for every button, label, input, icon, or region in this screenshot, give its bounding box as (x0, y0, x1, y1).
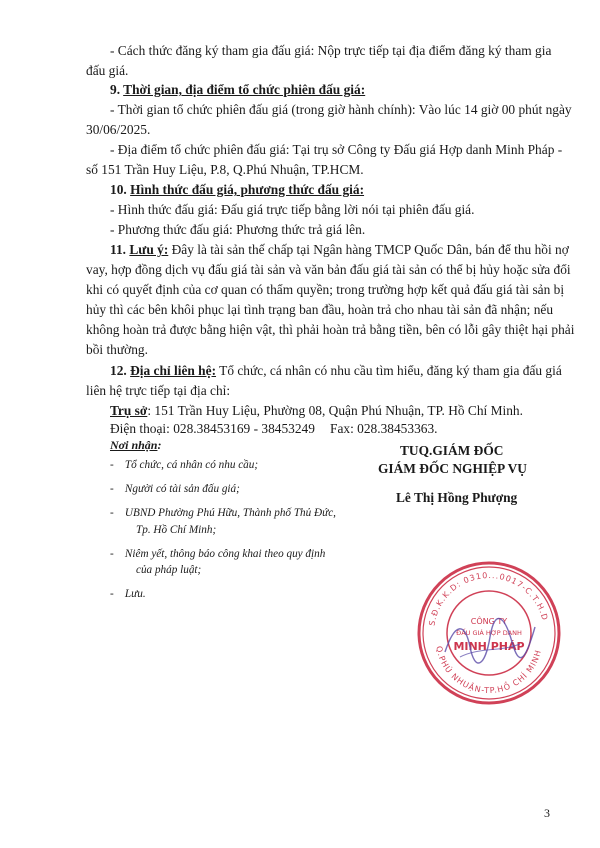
seal-center-1: CÔNG TY (470, 617, 508, 626)
line-auction-time: - Thời gian tổ chức phiên đấu giá (trong giờ hành chính): Vào lúc 14 giờ 00 phút ngày (110, 102, 572, 117)
recipient-text: UBND Phường Phú Hữu, Thành phố Thủ Đức, (124, 507, 336, 519)
section-10-number: 10. (110, 182, 127, 197)
section-9-title: Thời gian, địa điểm tổ chức phiên đấu giá: (123, 82, 366, 97)
recipient-item: - Niêm yết, thông báo công khai theo quy định (110, 548, 326, 560)
recipient-item: - Người có tài sản đấu giá; (110, 483, 240, 495)
section-11-number: 11. (110, 242, 126, 257)
section-10-title: Hình thức đấu giá, phương thức đấu giá: (130, 182, 365, 197)
line-auction-address: số 151 Trần Huy Liệu, P.8, Q.Phú Nhuận, TP.HCM. (86, 162, 364, 177)
recipient-item-cont: Tp. Hồ Chí Minh; (136, 524, 217, 536)
heading-section-11 (110, 240, 569, 260)
line-note-1: vay, hợp đồng dịch vụ đấu giá tài sản và văn bản đấu giá tài sản có thể bị hủy hoặc sửa đổi (86, 262, 571, 277)
line-auction-date: 30/06/2025. (86, 122, 151, 137)
recipient-text: Lưu. (124, 588, 146, 600)
line-registration-method: - Cách thức đăng ký tham gia đấu giá: Nộp trực tiếp tại địa điểm đăng ký tham gia (110, 43, 552, 58)
signer-title-2: GIÁM ĐỐC NGHIỆP VỤ (378, 461, 527, 476)
seal-center-3: MINH PHÁP (453, 640, 525, 653)
address-value: : 151 Trần Huy Liệu, Phường 08, Quận Phú Nhuận, TP. Hồ Chí Minh. (147, 403, 523, 418)
phone-line: Điện thoại: 028.38453169 - 38453249 (110, 421, 315, 436)
recipients-colon: : (157, 438, 162, 452)
signature-mark (440, 612, 540, 672)
heading-section-9 (110, 80, 365, 100)
line-note-2: khi có quyết định của cơ quan có thẩm quyền; trong trường hợp kết quả đấu giá tài sản bị (86, 282, 565, 297)
section-11-title: Lưu ý: (129, 242, 169, 257)
line-note-5: bồi thường. (86, 342, 148, 357)
recipient-text: Người có tài sản đấu giá; (124, 483, 240, 495)
heading-section-10 (110, 180, 364, 200)
recipient-item: - Tổ chức, cá nhân có nhu cầu; (110, 459, 259, 471)
recipients-heading (110, 437, 161, 453)
signer-name: Lê Thị Hồng Phượng (396, 490, 518, 505)
line-note-4: không hoàn trả được bằng hiện vật, thì phải hoàn trả bằng tiền, bên có lỗi gây thiệt hại phải (86, 322, 575, 337)
section-12-number: 12. (110, 363, 127, 378)
section-11-text: Đây là tài sản thế chấp tại Ngân hàng TMCP Quốc Dân, bán để thu hồi nợ (168, 242, 569, 257)
section-12-text: Tổ chức, cá nhân có nhu cầu tìm hiểu, đăng ký tham gia đấu giá (216, 363, 562, 378)
line-registration-method-cont: đấu giá. (86, 63, 129, 78)
section-12-title: Địa chỉ liên hệ: (130, 363, 217, 378)
line-auction-form: - Hình thức đấu giá: Đấu giá trực tiếp bằng lời nói tại phiên đấu giá. (110, 202, 475, 217)
heading-section-12 (110, 361, 562, 381)
page-number: 3 (544, 806, 550, 820)
recipient-text: Tổ chức, cá nhân có nhu cầu; (124, 459, 259, 471)
line-auction-method: - Phương thức đấu giá: Phương thức trả giá lên. (110, 222, 366, 237)
recipient-text: Niêm yết, thông báo công khai theo quy định (124, 548, 326, 560)
fax-line: Fax: 028.38453363. (330, 421, 438, 436)
address-line (110, 401, 523, 421)
address-label: Trụ sở (110, 403, 148, 418)
recipient-item-cont: của pháp luật; (136, 564, 202, 576)
recipient-item: - UBND Phường Phú Hữu, Thành phố Thủ Đức, (110, 507, 336, 519)
seal-ring-bottom: Q.PHÚ NHUẬN-TP.HỒ CHÍ MINH (434, 645, 544, 696)
signer-title-1: TUQ.GIÁM ĐỐC (400, 443, 504, 458)
line-auction-location: - Địa điểm tổ chức phiên đấu giá: Tại trụ sở Công ty Đấu giá Hợp danh Minh Pháp - (110, 142, 563, 157)
line-contact: liên hệ trực tiếp tại địa chỉ: (86, 383, 231, 398)
section-9-number: 9. (110, 82, 121, 97)
line-note-3: hủy thì các bên khôi phục lại tình trạng ban đầu, hoàn trả cho nhau tài sản đã nhận; nếu (86, 302, 554, 317)
seal-ring-top: S.Đ.K.K.D: 0310...0017-C.T.H.D (427, 570, 550, 627)
recipients-title: Nơi nhận (110, 438, 158, 452)
seal-center-2: ĐẤU GIÁ HỢP DANH (456, 629, 522, 637)
recipient-item: - Lưu. (110, 588, 146, 600)
